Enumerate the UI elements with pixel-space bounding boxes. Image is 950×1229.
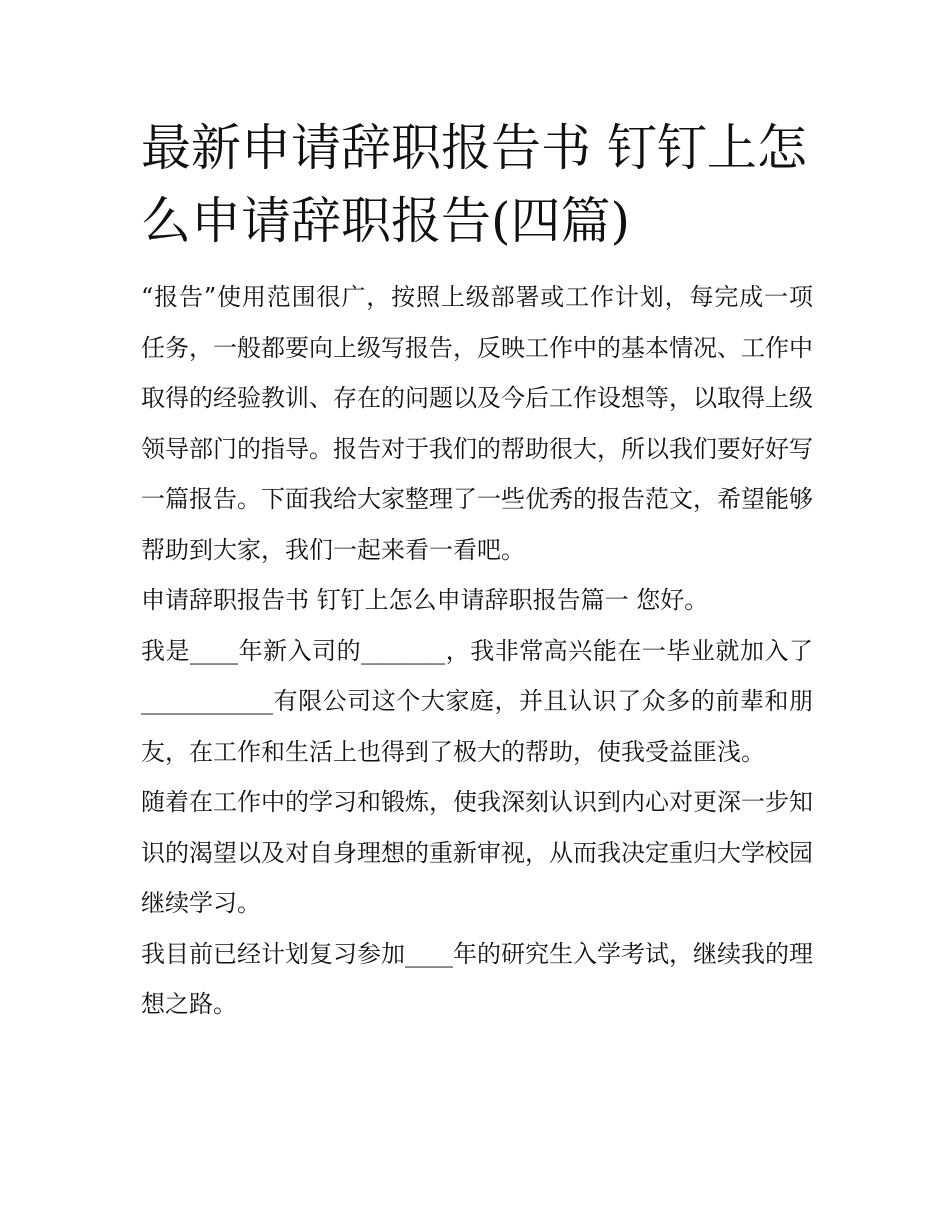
body-paragraph: 我目前已经计划复习参加____年的研究生入学考试，继续我的理想之路。: [141, 939, 813, 1018]
document-body: [141, 272, 813, 1030]
document-content: [141, 112, 813, 1030]
body-paragraph: 随着在工作中的学习和锻炼，使我深刻认识到内心对更深一步知识的渴望以及对自身理想的重新审视，从而我决定重归大学校园继续学习。: [141, 788, 813, 917]
section-heading-paragraph: 申请辞职报告书 钉钉上怎么申请辞职报告篇一 您好。: [141, 586, 709, 614]
intro-paragraph: “报告”使用范围很广，按照上级部署或工作计划，每完成一项任务，一般都要向上级写报告，反映工作中的基本情况、工作中取得的经验教训、存在的问题以及今后工作设想等，以取得上级领导部门的指导。报告对于我们的帮助很大，所以我们要好好写一篇报告。下面我给大家整理了一些优秀的报告范文，希望能够帮助到大家，我们一起来看一看吧。: [141, 283, 813, 564]
document-title: 最新申请辞职报告书 钉钉上怎么申请辞职报告(四篇): [141, 119, 807, 250]
body-paragraph: 我是____年新入司的_______，我非常高兴能在一毕业就加入了___________有限公司这个大家庭，并且认识了众多的前辈和朋友，在工作和生活上也得到了极大的帮助，使我受益匪浅。: [141, 636, 813, 766]
